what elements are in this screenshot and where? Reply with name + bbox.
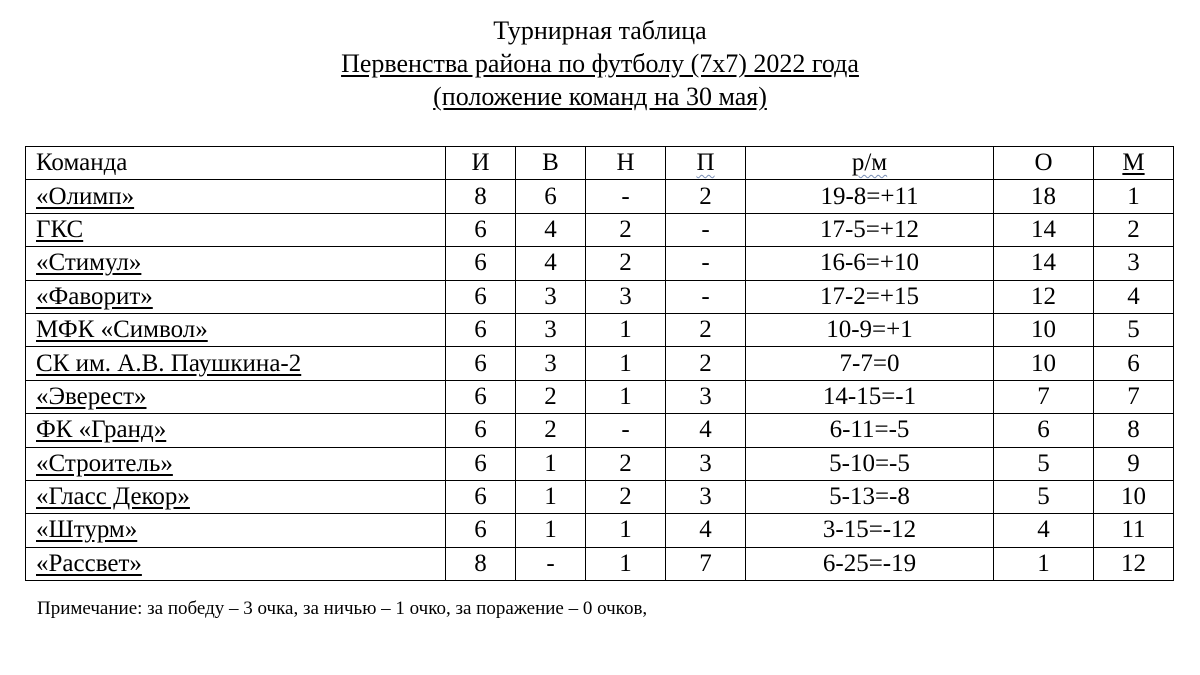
- team-cell: [26, 447, 446, 480]
- team-cell: [26, 280, 446, 313]
- place-cell: 4: [1094, 280, 1174, 313]
- team-cell: [26, 213, 446, 246]
- draws-cell: 2: [586, 447, 666, 480]
- points-cell: 6: [994, 414, 1094, 447]
- games-cell: 6: [446, 280, 516, 313]
- document-title: [0, 14, 1200, 113]
- wins-cell: 6: [516, 180, 586, 213]
- table-row: [26, 447, 1174, 480]
- losses-cell: -: [666, 247, 746, 280]
- games-cell: 8: [446, 180, 516, 213]
- points-cell: 10: [994, 347, 1094, 380]
- standings-table: [25, 146, 1174, 581]
- place-cell: 3: [1094, 247, 1174, 280]
- games-cell: 6: [446, 247, 516, 280]
- games-cell: 6: [446, 414, 516, 447]
- title-line-1: Турнирная таблица: [493, 16, 707, 45]
- points-cell: 12: [994, 280, 1094, 313]
- points-cell: 7: [994, 380, 1094, 413]
- draws-cell: 2: [586, 247, 666, 280]
- header-wins: В: [516, 147, 586, 180]
- points-cell: 10: [994, 313, 1094, 346]
- team-link[interactable]: «Эверест»: [36, 382, 147, 410]
- place-cell: 9: [1094, 447, 1174, 480]
- points-cell: 5: [994, 447, 1094, 480]
- goals-cell: 5-13=-8: [746, 480, 994, 513]
- header-goals: [746, 147, 994, 180]
- place-cell: 11: [1094, 514, 1174, 547]
- header-points: О: [994, 147, 1094, 180]
- losses-cell: 4: [666, 514, 746, 547]
- games-cell: 6: [446, 380, 516, 413]
- points-cell: 18: [994, 180, 1094, 213]
- place-cell: 8: [1094, 414, 1174, 447]
- team-link[interactable]: «Фаворит»: [36, 282, 153, 310]
- place-cell: 12: [1094, 547, 1174, 580]
- header-losses-label: П: [696, 149, 715, 177]
- wins-cell: 4: [516, 247, 586, 280]
- team-link[interactable]: «Штурм»: [36, 516, 138, 544]
- losses-cell: 7: [666, 547, 746, 580]
- points-cell: 4: [994, 514, 1094, 547]
- games-cell: 6: [446, 347, 516, 380]
- team-cell: [26, 547, 446, 580]
- team-link[interactable]: «Строитель»: [36, 449, 173, 477]
- team-cell: [26, 313, 446, 346]
- team-link[interactable]: МФК «Символ»: [36, 316, 208, 344]
- place-cell: 7: [1094, 380, 1174, 413]
- goals-cell: 10-9=+1: [746, 313, 994, 346]
- goals-cell: 3-15=-12: [746, 514, 994, 547]
- table-row: [26, 180, 1174, 213]
- header-place: [1094, 147, 1174, 180]
- losses-cell: 3: [666, 480, 746, 513]
- place-cell: 2: [1094, 213, 1174, 246]
- points-cell: 1: [994, 547, 1094, 580]
- losses-cell: 3: [666, 447, 746, 480]
- team-cell: [26, 380, 446, 413]
- draws-cell: 1: [586, 547, 666, 580]
- goals-cell: 7-7=0: [746, 347, 994, 380]
- wins-cell: 2: [516, 380, 586, 413]
- table-row: [26, 514, 1174, 547]
- draws-cell: 1: [586, 347, 666, 380]
- games-cell: 8: [446, 547, 516, 580]
- table-row: [26, 380, 1174, 413]
- goals-cell: 17-5=+12: [746, 213, 994, 246]
- wins-cell: 2: [516, 414, 586, 447]
- losses-cell: -: [666, 280, 746, 313]
- goals-cell: 6-11=-5: [746, 414, 994, 447]
- table-row: [26, 347, 1174, 380]
- scoring-note: Примечание: за победу – 3 очка, за ничью – 1 очко, за поражение – 0 очков,: [37, 598, 648, 619]
- wins-cell: 3: [516, 313, 586, 346]
- team-link[interactable]: «Гласс Декор»: [36, 483, 190, 511]
- title-line-3: (положение команд на 30 мая): [433, 82, 767, 111]
- team-cell: [26, 347, 446, 380]
- games-cell: 6: [446, 514, 516, 547]
- losses-cell: 2: [666, 313, 746, 346]
- points-cell: 14: [994, 247, 1094, 280]
- wins-cell: 1: [516, 447, 586, 480]
- header-team: Команда: [26, 147, 446, 180]
- team-link[interactable]: «Стимул»: [36, 249, 142, 277]
- header-games: И: [446, 147, 516, 180]
- table-row: [26, 480, 1174, 513]
- draws-cell: 3: [586, 280, 666, 313]
- goals-cell: 17-2=+15: [746, 280, 994, 313]
- goals-cell: 6-25=-19: [746, 547, 994, 580]
- draws-cell: -: [586, 414, 666, 447]
- goals-cell: 5-10=-5: [746, 447, 994, 480]
- header-goals-label: р/м: [851, 149, 888, 177]
- goals-cell: 19-8=+11: [746, 180, 994, 213]
- losses-cell: 3: [666, 380, 746, 413]
- team-cell: [26, 247, 446, 280]
- games-cell: 6: [446, 447, 516, 480]
- losses-cell: 2: [666, 347, 746, 380]
- table-row: [26, 547, 1174, 580]
- draws-cell: 2: [586, 213, 666, 246]
- losses-cell: 2: [666, 180, 746, 213]
- team-cell: [26, 180, 446, 213]
- wins-cell: 4: [516, 213, 586, 246]
- title-line-2: Первенства района по футболу (7х7) 2022 года: [341, 49, 859, 78]
- header-draws: Н: [586, 147, 666, 180]
- team-cell: [26, 414, 446, 447]
- table-row: [26, 280, 1174, 313]
- games-cell: 6: [446, 480, 516, 513]
- points-cell: 14: [994, 213, 1094, 246]
- header-losses: [666, 147, 746, 180]
- wins-cell: 3: [516, 347, 586, 380]
- games-cell: 6: [446, 313, 516, 346]
- table-row: [26, 414, 1174, 447]
- table-row: [26, 247, 1174, 280]
- table-row: [26, 213, 1174, 246]
- losses-cell: 4: [666, 414, 746, 447]
- wins-cell: -: [516, 547, 586, 580]
- place-cell: 10: [1094, 480, 1174, 513]
- draws-cell: 2: [586, 480, 666, 513]
- wins-cell: 1: [516, 480, 586, 513]
- draws-cell: 1: [586, 380, 666, 413]
- team-link[interactable]: «Рассвет»: [36, 549, 142, 577]
- games-cell: 6: [446, 213, 516, 246]
- team-cell: [26, 514, 446, 547]
- team-link[interactable]: ФК «Гранд»: [36, 416, 167, 444]
- place-cell: 6: [1094, 347, 1174, 380]
- team-link[interactable]: СК им. А.В. Паушкина-2: [36, 349, 302, 377]
- team-cell: [26, 480, 446, 513]
- place-cell: 1: [1094, 180, 1174, 213]
- wins-cell: 3: [516, 280, 586, 313]
- table-header-row: [26, 147, 1174, 180]
- draws-cell: 1: [586, 313, 666, 346]
- place-cell: 5: [1094, 313, 1174, 346]
- team-link[interactable]: ГКС: [36, 215, 84, 243]
- points-cell: 5: [994, 480, 1094, 513]
- header-place-label: М: [1122, 149, 1145, 177]
- table-row: [26, 313, 1174, 346]
- goals-cell: 16-6=+10: [746, 247, 994, 280]
- losses-cell: -: [666, 213, 746, 246]
- goals-cell: 14-15=-1: [746, 380, 994, 413]
- draws-cell: -: [586, 180, 666, 213]
- team-link[interactable]: «Олимп»: [36, 182, 135, 210]
- wins-cell: 1: [516, 514, 586, 547]
- draws-cell: 1: [586, 514, 666, 547]
